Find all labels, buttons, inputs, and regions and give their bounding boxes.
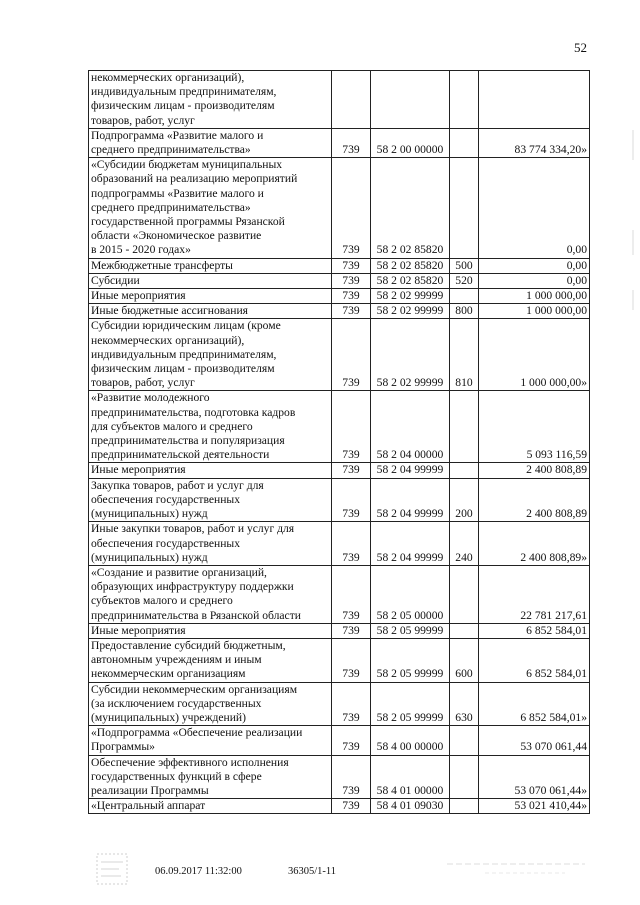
table-row	[89, 258, 590, 273]
table-row	[89, 726, 590, 755]
row-expense-type-cell	[450, 799, 479, 814]
table-row	[89, 478, 590, 522]
table-row	[89, 565, 590, 623]
table-row	[89, 319, 590, 391]
row-name-cell: Иные закупки товаров, работ и услуг для обеспечения государственных (муниципальных) нужд	[89, 522, 332, 566]
row-name-cell: «Субсидии бюджетам муниципальных образований на реализацию мероприятий подпрограммы «Развитие малого и среднего предпринимательства» государственной программы Рязанской области «Экономическое развитие в 2015 - 2020 годах»	[89, 158, 332, 258]
row-expense-type-cell	[450, 128, 479, 157]
row-target-article-cell: 58 2 04 99999	[371, 522, 450, 566]
row-name-cell: «Подпрограмма «Обеспечение реализации Программы»	[89, 726, 332, 755]
table-row	[89, 289, 590, 304]
row-target-article-cell: 58 2 02 99999	[371, 289, 450, 304]
row-name-cell: Подпрограмма «Развитие малого и среднего предпринимательства»	[89, 128, 332, 157]
row-expense-type-cell	[450, 289, 479, 304]
row-code-cell: 739	[332, 799, 371, 814]
row-name-cell: «Развитие молодежного предпринимательства, подготовка кадров для субъектов малого и среднего предпринимательства и популяризация предпринимательской деятельности	[89, 391, 332, 463]
row-name-cell: Субсидии	[89, 273, 332, 288]
row-code-cell: 739	[332, 682, 371, 726]
row-name-cell: Иные мероприятия	[89, 289, 332, 304]
row-sum-cell: 1 000 000,00	[479, 304, 590, 319]
row-target-article-cell	[371, 71, 450, 129]
row-code-cell: 739	[332, 304, 371, 319]
row-sum-cell: 0,00	[479, 258, 590, 273]
table-row	[89, 682, 590, 726]
row-code-cell: 739	[332, 158, 371, 258]
row-sum-cell	[479, 71, 590, 129]
row-expense-type-cell	[450, 158, 479, 258]
row-target-article-cell: 58 2 05 99999	[371, 682, 450, 726]
row-target-article-cell: 58 2 02 99999	[371, 304, 450, 319]
row-sum-cell: 5 093 116,59	[479, 391, 590, 463]
row-code-cell: 739	[332, 565, 371, 623]
row-name-cell: Предоставление субсидий бюджетным, автономным учреждениям и иным некоммерческим организациям	[89, 638, 332, 682]
row-name-cell: «Создание и развитие организаций, образующих инфраструктуру поддержки субъектов малого и среднего предпринимательства в Рязанской области	[89, 565, 332, 623]
row-sum-cell: 83 774 334,20»	[479, 128, 590, 157]
row-expense-type-cell	[450, 755, 479, 799]
table-row	[89, 638, 590, 682]
row-target-article-cell: 58 2 05 99999	[371, 638, 450, 682]
row-name-cell: Субсидии юридическим лицам (кроме некоммерческих организаций), индивидуальным предпринимателям, физическим лицам - производителям товаров, работ, услуг	[89, 319, 332, 391]
row-code-cell: 739	[332, 391, 371, 463]
row-code-cell: 739	[332, 289, 371, 304]
page-number: 52	[574, 40, 587, 55]
row-sum-cell: 2 400 808,89»	[479, 522, 590, 566]
row-expense-type-cell: 240	[450, 522, 479, 566]
row-expense-type-cell	[450, 391, 479, 463]
row-name-cell: Обеспечение эффективного исполнения государственных функций в сфере реализации Программы	[89, 755, 332, 799]
table-row	[89, 522, 590, 566]
row-sum-cell: 1 000 000,00	[479, 289, 590, 304]
scan-edge-marks	[630, 120, 636, 320]
footer-doc-number: 36305/1-11	[288, 866, 337, 877]
row-target-article-cell: 58 2 02 99999	[371, 319, 450, 391]
table-row	[89, 799, 590, 814]
footer-date: 06.09.2017 11:32:00	[155, 866, 242, 877]
table-row	[89, 304, 590, 319]
row-expense-type-cell: 500	[450, 258, 479, 273]
table-row	[89, 391, 590, 463]
row-target-article-cell: 58 2 02 85820	[371, 273, 450, 288]
row-sum-cell: 6 852 584,01	[479, 623, 590, 638]
row-expense-type-cell	[450, 463, 479, 478]
row-target-article-cell: 58 2 02 85820	[371, 158, 450, 258]
row-sum-cell: 0,00	[479, 158, 590, 258]
row-code-cell: 739	[332, 755, 371, 799]
row-expense-type-cell: 520	[450, 273, 479, 288]
row-code-cell: 739	[332, 522, 371, 566]
row-expense-type-cell	[450, 71, 479, 129]
row-expense-type-cell: 800	[450, 304, 479, 319]
row-expense-type-cell: 810	[450, 319, 479, 391]
row-expense-type-cell: 630	[450, 682, 479, 726]
row-sum-cell: 53 070 061,44»	[479, 755, 590, 799]
row-code-cell: 739	[332, 638, 371, 682]
row-code-cell: 739	[332, 273, 371, 288]
row-sum-cell: 22 781 217,61	[479, 565, 590, 623]
row-name-cell: Иные бюджетные ассигнования	[89, 304, 332, 319]
page-footer	[0, 862, 640, 892]
row-target-article-cell: 58 4 01 00000	[371, 755, 450, 799]
row-code-cell: 739	[332, 128, 371, 157]
row-sum-cell: 53 021 410,44»	[479, 799, 590, 814]
table-row	[89, 128, 590, 157]
row-name-cell: Иные мероприятия	[89, 463, 332, 478]
row-target-article-cell: 58 2 04 99999	[371, 478, 450, 522]
row-expense-type-cell: 600	[450, 638, 479, 682]
row-target-article-cell: 58 2 04 99999	[371, 463, 450, 478]
table-row	[89, 463, 590, 478]
row-expense-type-cell	[450, 623, 479, 638]
row-code-cell: 739	[332, 478, 371, 522]
row-name-cell: Субсидии некоммерческим организациям (за исключением государственных (муниципальных) учреждений)	[89, 682, 332, 726]
row-sum-cell: 53 070 061,44	[479, 726, 590, 755]
row-sum-cell: 6 852 584,01	[479, 638, 590, 682]
row-code-cell: 739	[332, 463, 371, 478]
row-name-cell: Закупка товаров, работ и услуг для обеспечения государственных (муниципальных) нужд	[89, 478, 332, 522]
row-sum-cell: 1 000 000,00»	[479, 319, 590, 391]
row-target-article-cell: 58 2 05 00000	[371, 565, 450, 623]
table-row	[89, 71, 590, 129]
row-target-article-cell: 58 2 04 00000	[371, 391, 450, 463]
row-code-cell: 739	[332, 319, 371, 391]
row-code-cell: 739	[332, 726, 371, 755]
row-code-cell	[332, 71, 371, 129]
row-target-article-cell: 58 4 00 00000	[371, 726, 450, 755]
row-target-article-cell: 58 2 00 00000	[371, 128, 450, 157]
row-sum-cell: 0,00	[479, 273, 590, 288]
row-name-cell: Иные мероприятия	[89, 623, 332, 638]
row-code-cell: 739	[332, 623, 371, 638]
table-row	[89, 755, 590, 799]
row-expense-type-cell	[450, 565, 479, 623]
row-target-article-cell: 58 4 01 09030	[371, 799, 450, 814]
row-target-article-cell: 58 2 02 85820	[371, 258, 450, 273]
budget-table	[88, 70, 590, 814]
row-expense-type-cell	[450, 726, 479, 755]
row-name-cell: некоммерческих организаций), индивидуальным предпринимателям, физическим лицам - производителям товаров, работ, услуг	[89, 71, 332, 129]
row-name-cell: «Центральный аппарат	[89, 799, 332, 814]
budget-table-body	[89, 71, 590, 814]
row-code-cell: 739	[332, 258, 371, 273]
table-row	[89, 273, 590, 288]
row-sum-cell: 6 852 584,01»	[479, 682, 590, 726]
row-sum-cell: 2 400 808,89	[479, 463, 590, 478]
row-expense-type-cell: 200	[450, 478, 479, 522]
table-row	[89, 158, 590, 258]
table-row	[89, 623, 590, 638]
row-sum-cell: 2 400 808,89	[479, 478, 590, 522]
row-name-cell: Межбюджетные трансферты	[89, 258, 332, 273]
row-target-article-cell: 58 2 05 99999	[371, 623, 450, 638]
